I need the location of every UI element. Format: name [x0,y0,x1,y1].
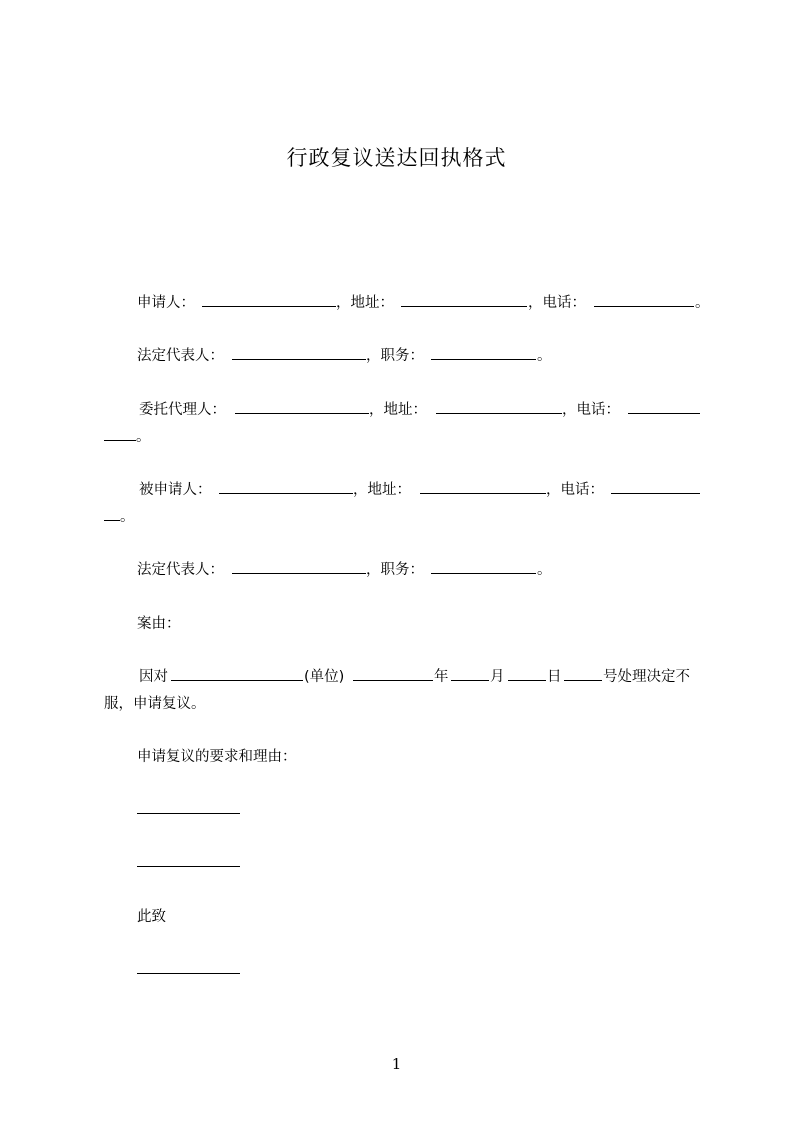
agent-phone-label: ，电话： [562,402,620,418]
legal-rep-line-end-2: 。 [537,562,552,578]
agent-phone-blank[interactable] [628,398,700,414]
legal-rep-position-label-1: ，职务： [366,348,424,364]
respondent-phone-label: ，电话： [546,482,604,498]
agent-phone-blank-cont[interactable] [104,425,136,441]
applicant-address-label: ，地址： [336,295,394,311]
legal-rep-label-2: 法定代表人： [137,562,224,578]
cause-line2: 服，申请复议。 [104,696,206,712]
respondent-address-label: ，地址： [353,482,411,498]
agent-label: 委托代理人： [139,402,226,418]
respondent-label: 被申请人： [139,482,212,498]
respondent-line-end: 。 [120,509,135,525]
cause-label: 案由： [137,616,181,632]
applicant-phone-label: ，电话： [528,295,586,311]
legal-rep-position-blank-2[interactable] [431,558,536,574]
cause-month: 月 [490,669,505,685]
legal-rep-name-blank-1[interactable] [232,344,366,360]
cause-number-blank[interactable] [564,665,602,681]
cause-year-blank[interactable] [353,665,433,681]
respondent-phone-blank[interactable] [611,478,700,494]
legal-rep-line-end-1: 。 [537,348,552,364]
legal-rep-label-1: 法定代表人： [137,348,224,364]
closing-text: 此致 [137,909,166,925]
recipient-blank[interactable] [137,958,240,974]
request-label: 申请复议的要求和理由： [137,749,297,765]
cause-day: 日 [547,669,562,685]
cause-agency-blank[interactable] [171,665,303,681]
applicant-line-end: 。 [695,295,710,311]
cause-year: 年 [434,669,449,685]
respondent-phone-blank-cont[interactable] [104,505,120,521]
legal-rep-position-label-2: ，职务： [366,562,424,578]
agent-address-blank[interactable] [436,398,562,414]
legal-rep-position-blank-1[interactable] [431,344,536,360]
page-number: 1 [391,1055,402,1073]
applicant-label: 申请人： [137,295,195,311]
applicant-phone-blank[interactable] [594,291,694,307]
legal-rep-name-blank-2[interactable] [232,558,366,574]
cause-prefix: 因对 [139,669,168,685]
cause-day-blank[interactable] [508,665,546,681]
applicant-address-blank[interactable] [401,291,527,307]
request-blank-2[interactable] [137,851,240,867]
agent-line-end: 。 [136,429,151,445]
applicant-name-blank[interactable] [202,291,336,307]
respondent-name-blank[interactable] [219,478,353,494]
request-blank-1[interactable] [137,798,240,814]
respondent-address-blank[interactable] [420,478,546,494]
cause-unit: (单位) [304,669,345,685]
agent-address-label: ，地址： [369,402,427,418]
cause-suffix: 号处理决定不 [603,669,690,685]
agent-name-blank[interactable] [235,398,369,414]
cause-month-blank[interactable] [451,665,489,681]
document-title: 行政复议送达回执格式 [286,146,507,170]
